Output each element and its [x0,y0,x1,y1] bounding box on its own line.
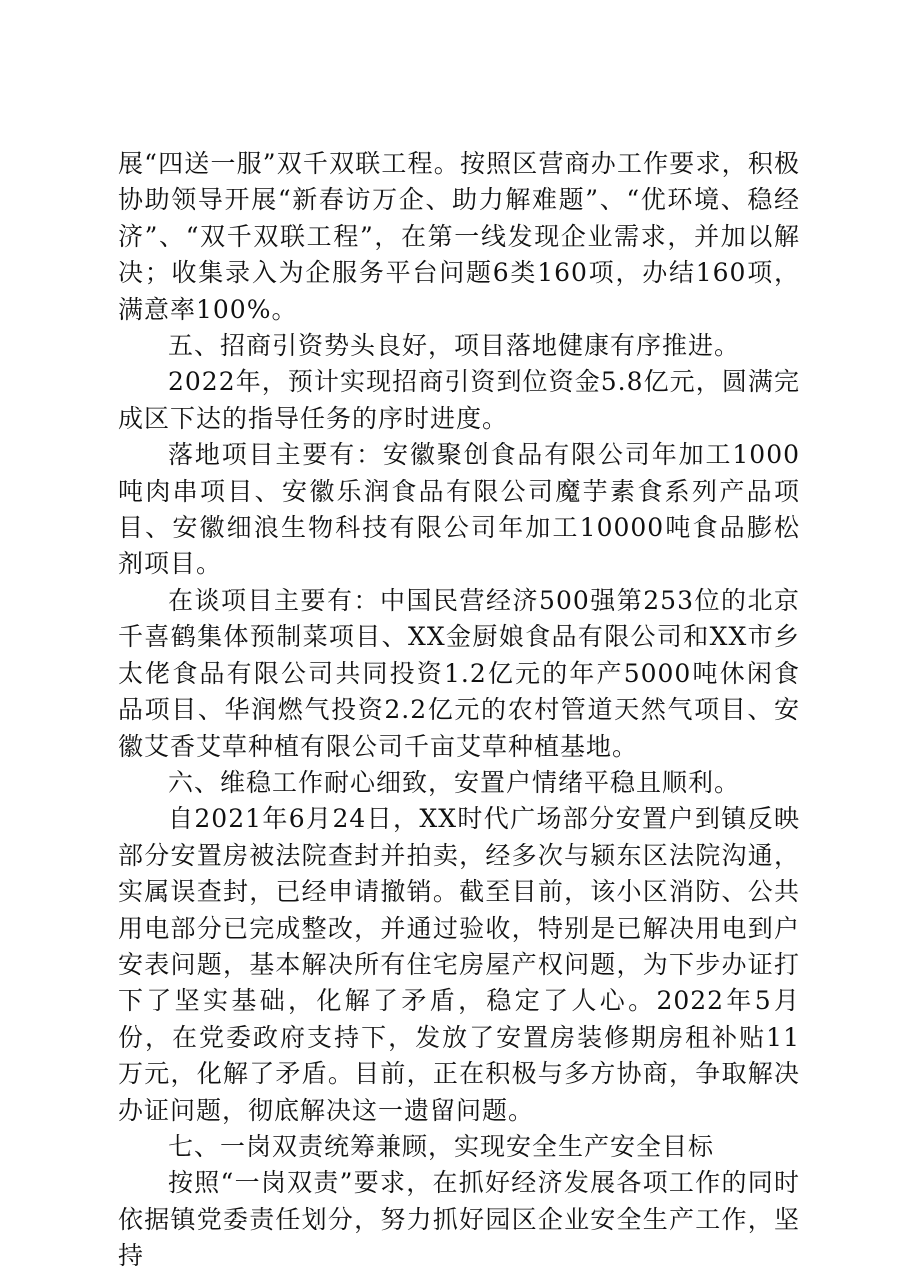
paragraph-7: 自2021年6月24日，XX时代广场部分安置户到镇反映部分安置房被法院查封并拍卖，经多次与颍东区法院沟通，实属误查封，已经申请撤销。截至目前，该小区消防、公共用电部分已完成整改，并通过验收，特别是已解决用电到户安表问题，基本解决所有住宅房屋产权问题，为下步办证打下了坚实基础，化解了矛盾，稳定了人心。2022年5月份，在党委政府支持下，发放了安置房装修期房租补贴11万元，化解了矛盾。目前，正在积极与多方协商，争取解决办证问题，彻底解决这一遗留问题。 [118,804,800,1125]
paragraph-4: 落地项目主要有：安徽聚创食品有限公司年加工1000吨肉串项目、安徽乐润食品有限公司魔芋素食系列产品项目、安徽细浪生物科技有限公司年加工10000吨食品膨松剂项目。 [118,440,800,579]
section-heading-7: 七、一岗双责统筹兼顾，实现安全生产安全目标 [168,1131,715,1161]
paragraph-9: 按照“一岗双责”要求，在抓好经济发展各项工作的同时依据镇党委责任划分，努力抓好园区企业安全生产工作，坚持 [118,1168,800,1271]
document-body [118,146,800,1275]
section-heading-5: 五、招商引资势头良好，项目落地健康有序推进。 [168,331,741,361]
paragraph-5: 在谈项目主要有：中国民营经济500强第253位的北京千喜鹤集体预制菜项目、XX金厨娘食品有限公司和XX市乡太佬食品有限公司共同投资1.2亿元的年产5000吨休闲食品项目、华润燃气投资2.2亿元的农村管道天然气项目、安徽艾香艾草种植有限公司千亩艾草种植基地。 [118,585,800,761]
paragraph-3: 2022年，预计实现招商引资到位资金5.8亿元，圆满完成区下达的指导任务的序时进度。 [118,367,800,433]
paragraph-1: 展“四送一服”双千双联工程。按照区营商办工作要求，积极协助领导开展“新春访万企、助力解难题”、“优环境、稳经济”、“双千双联工程”，在第一线发现企业需求，并加以解决；收集录入为企服务平台问题6类160项，办结160项，满意率100%。 [118,149,800,324]
section-heading-6: 六、维稳工作耐心细致，安置户情绪平稳且顺利。 [168,767,741,797]
